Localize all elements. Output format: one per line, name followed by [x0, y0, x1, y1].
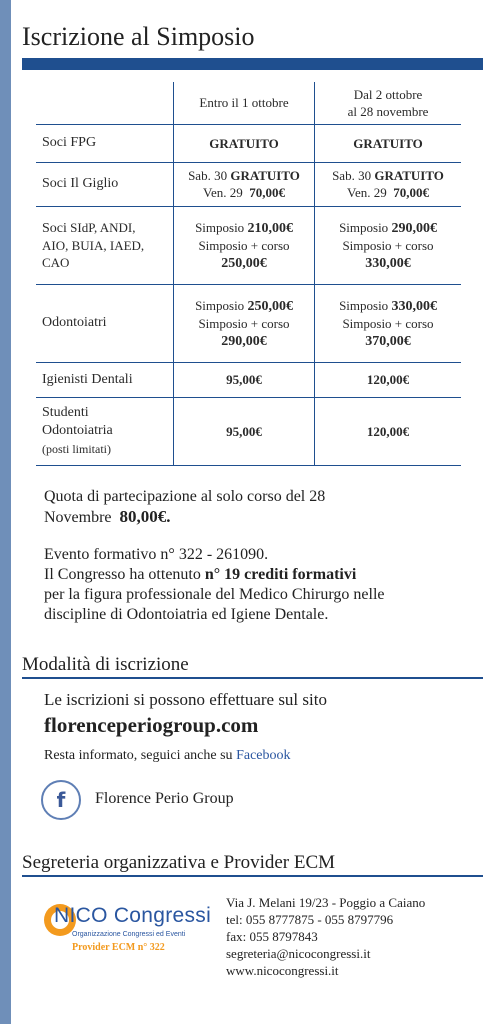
cell-igienisti-late: 120,00€ [315, 362, 462, 397]
cell-giglio-late: Sab. 30 GRATUITO Ven. 29 70,00€ [315, 162, 462, 206]
facebook-link[interactable]: Facebook [236, 748, 291, 763]
fax-text: fax: 055 8797843 [226, 929, 318, 944]
title-underline-bar [22, 58, 483, 70]
logo-main-text: NICO Congressi [54, 904, 212, 927]
cell-sidp-early: Simposio 210,00€ Simposio + corso 250,00€ [174, 206, 315, 284]
cell-sidp-late: Simposio 290,00€ Simposio + corso 330,00€ [315, 206, 462, 284]
table-row [36, 284, 461, 362]
segreteria-rule [22, 875, 483, 877]
cell-odont-early: Simposio 250,00€ Simposio + corso 290,00€ [174, 284, 315, 362]
modalita-heading: Modalità di iscrizione [22, 654, 189, 675]
page-title: Iscrizione al Simposio [22, 22, 255, 51]
email-link[interactable]: segreteria@nicocongressi.it [226, 946, 371, 961]
row-label-sidp: Soci SIdP, ANDI, AIO, BUIA, IAED, CAO [36, 206, 174, 284]
row-label-studenti: Studenti Odontoiatria (posti limitati) [36, 397, 174, 465]
facebook-icon[interactable]: f [41, 780, 81, 820]
logo-sub-text: Organizzazione Congressi ed Eventi [72, 931, 186, 938]
table-row [36, 397, 461, 465]
col-header-early: Entro il 1 ottobre [174, 82, 315, 124]
follow-text: Resta informato, seguici anche su Facebook [44, 748, 291, 763]
cell-odont-late: Simposio 330,00€ Simposio + corso 370,00€ [315, 284, 462, 362]
row-label-fpg: Soci FPG [36, 124, 174, 162]
cell-fpg-late: GRATUITO [315, 124, 462, 162]
evento-text: Evento formativo n° 322 - 261090. Il Congresso ha ottenuto n° 19 crediti formativi per la figura professionale del Medico Chirurgo nelle discipline di Odontoiatria ed Igiene Dentale. [44, 546, 385, 623]
cell-igienisti-early: 95,00€ [174, 362, 315, 397]
left-accent-bar [0, 0, 11, 1024]
website-link[interactable]: www.nicocongressi.it [226, 963, 339, 978]
address-text: Via J. Melani 19/23 - Poggio a Caiano [226, 895, 426, 910]
quota-text: Quota di partecipazione al solo corso del 28 Novembre 80,00€. [44, 488, 326, 526]
cell-giglio-early: Sab. 30 GRATUITO Ven. 29 70,00€ [174, 162, 315, 206]
logo-provider-text: Provider ECM n° 322 [72, 942, 165, 953]
facebook-page-name: Florence Perio Group [95, 790, 234, 807]
row-label-odontoiatri: Odontoiatri [36, 284, 174, 362]
table-corner-cell [36, 82, 174, 124]
cell-fpg-early: GRATUITO [174, 124, 315, 162]
table-row [36, 162, 461, 206]
contact-block [226, 894, 425, 979]
fees-table [36, 82, 461, 466]
cell-studenti-late: 120,00€ [315, 397, 462, 465]
tel-text: tel: 055 8777875 - 055 8797796 [226, 912, 394, 927]
table-row [36, 362, 461, 397]
segreteria-heading: Segreteria organizzativa e Provider ECM [22, 852, 336, 873]
row-label-giglio: Soci Il Giglio [36, 162, 174, 206]
modalita-line: Le iscrizioni si possono effettuare sul sito [44, 690, 327, 709]
cell-studenti-early: 95,00€ [174, 397, 315, 465]
nico-congressi-logo [40, 900, 220, 964]
site-link[interactable]: florenceperiogroup.com [44, 713, 259, 737]
col-header-late: Dal 2 ottobre al 28 novembre [315, 82, 462, 124]
row-label-igienisti: Igienisti Dentali [36, 362, 174, 397]
table-row [36, 206, 461, 284]
modalita-rule [22, 677, 483, 679]
table-row [36, 124, 461, 162]
